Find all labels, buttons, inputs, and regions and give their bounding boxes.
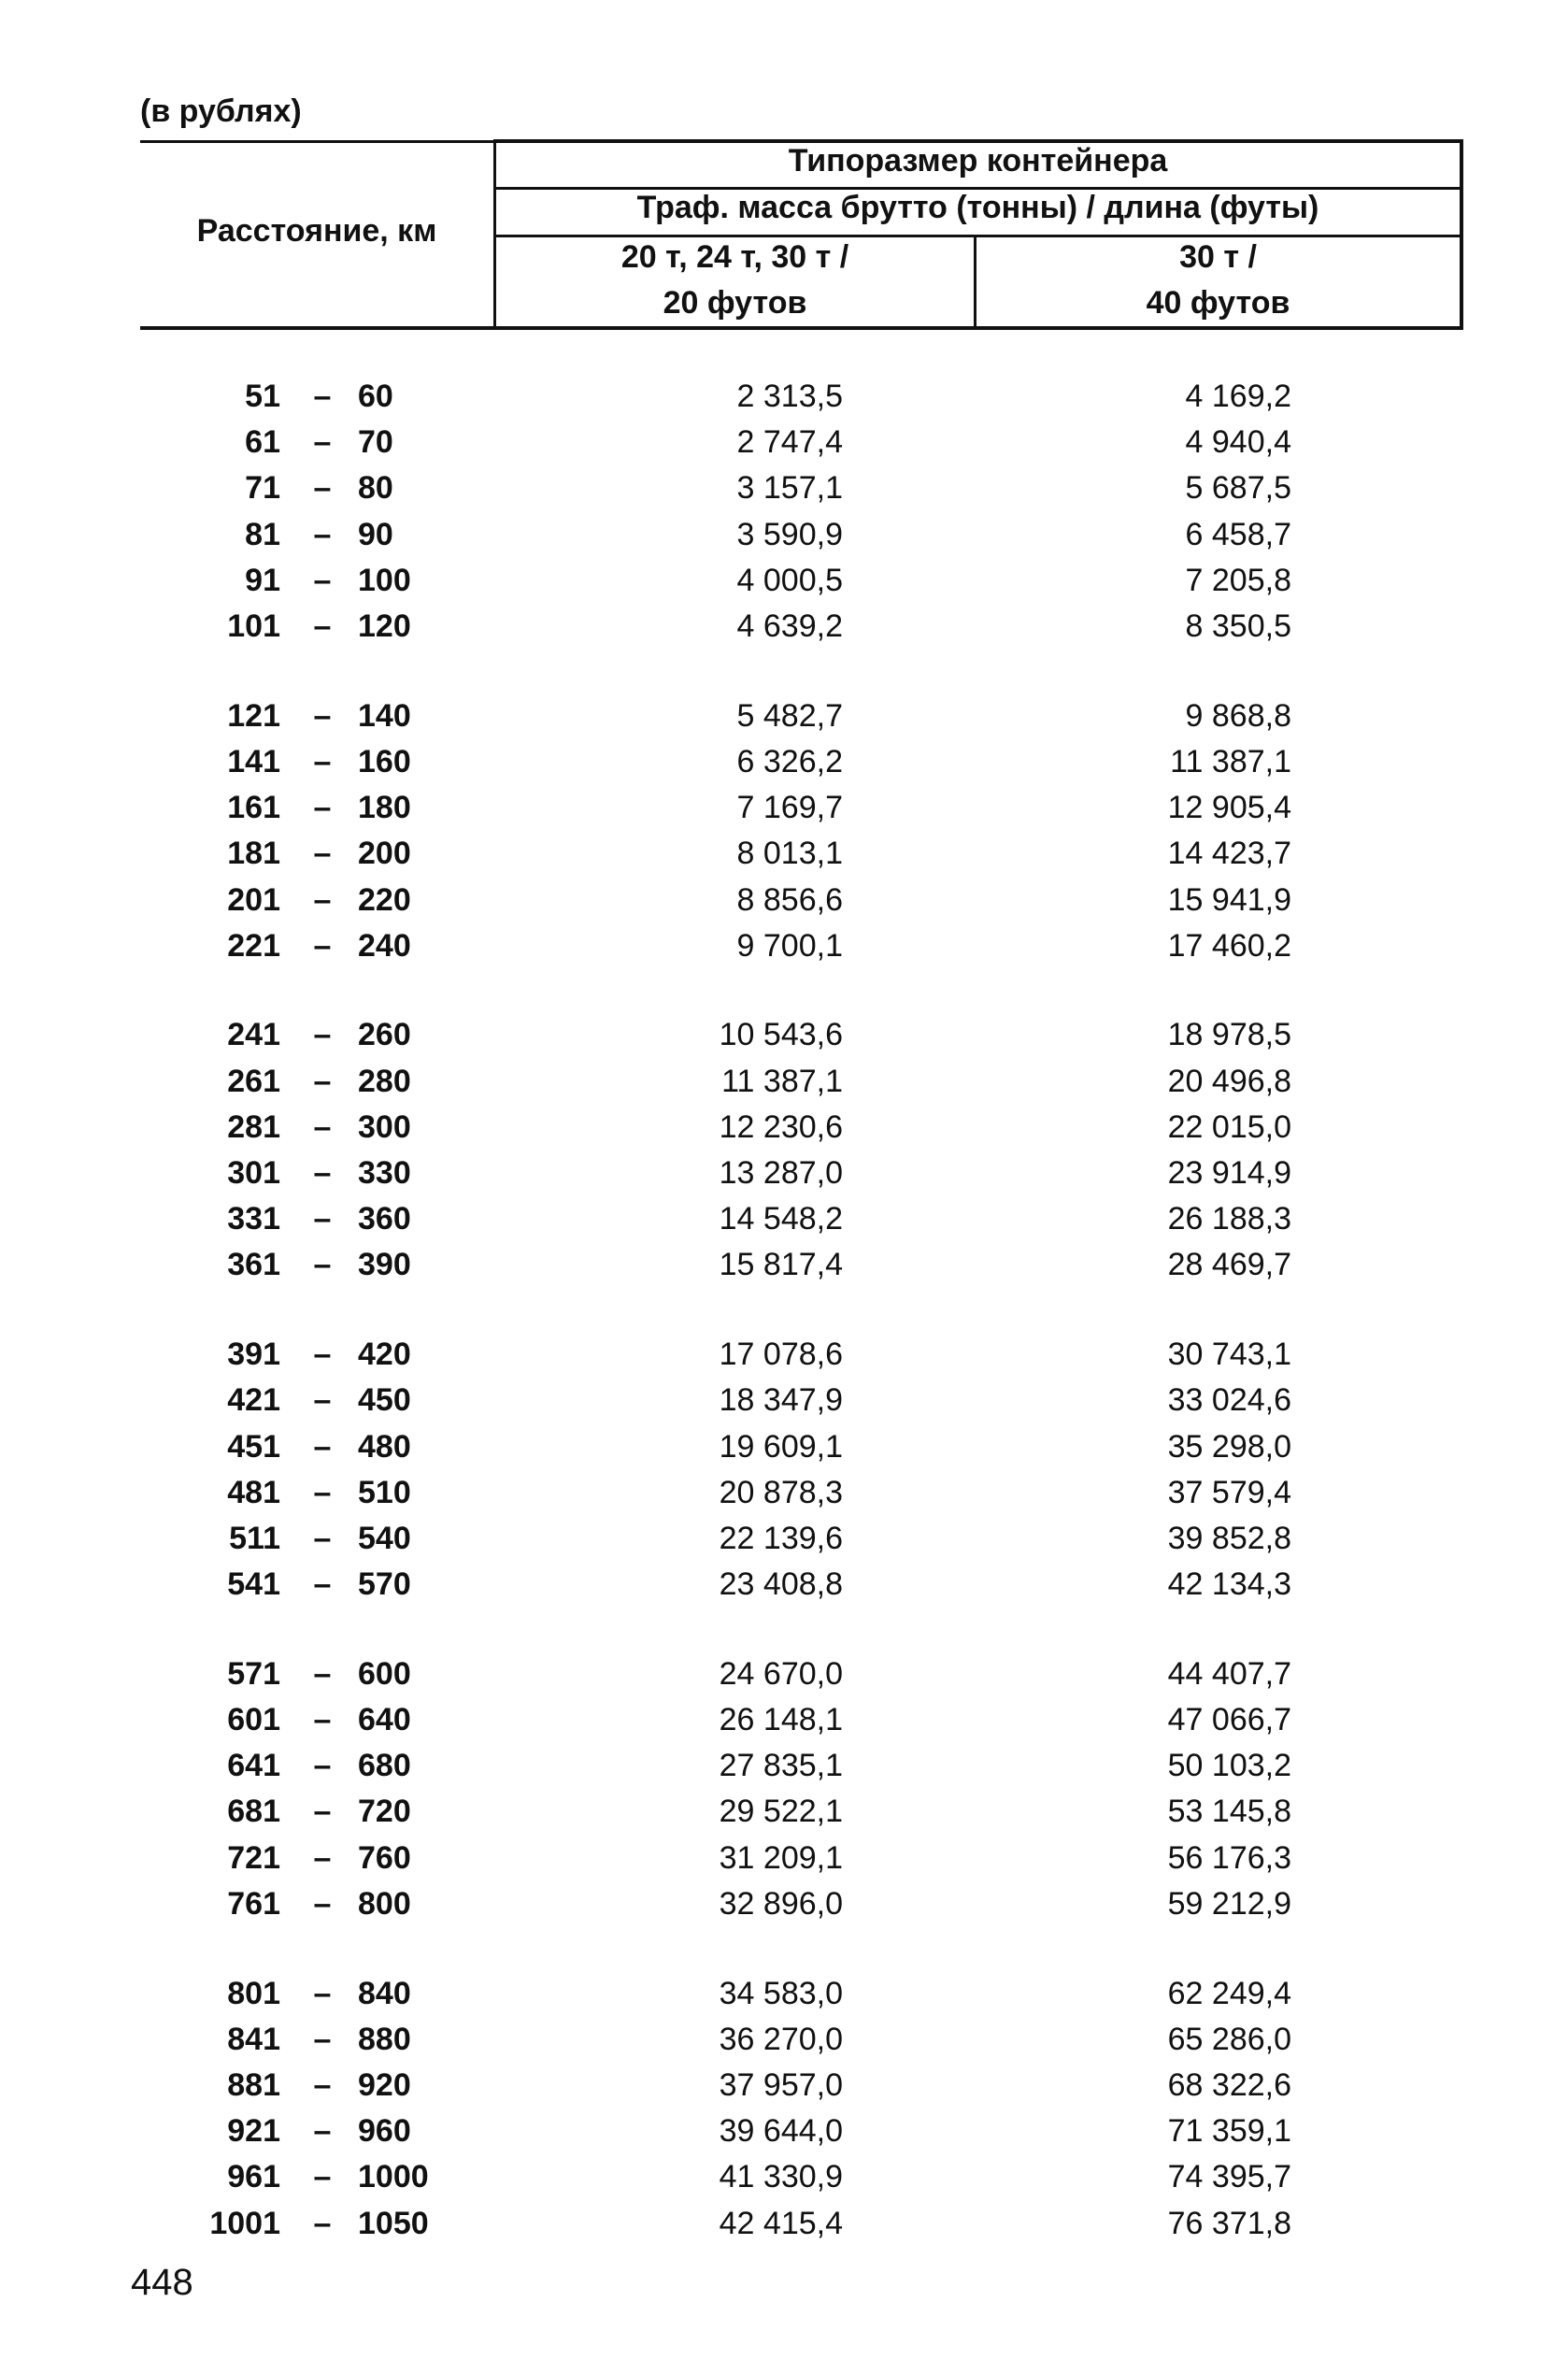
range-from: 281 [227,1108,280,1145]
range-from: 541 [227,1566,280,1603]
range-dash: – [313,1337,332,1373]
range-dash: – [313,697,332,734]
table-row [0,1424,1568,1470]
range-from: 81 [245,516,280,552]
tariff-20ft: 24 670,0 [719,1655,843,1692]
table-row [0,1697,1568,1743]
table-row [0,1470,1568,1516]
range-to: 570 [358,1566,411,1603]
table-row [0,1196,1568,1242]
range-dash: – [313,1655,332,1692]
table-row [0,1105,1568,1151]
range-from: 391 [227,1337,280,1373]
range-dash: – [313,790,332,826]
tariff-20ft: 41 330,9 [719,2159,843,2195]
tariff-40ft: 17 460,2 [1167,927,1291,964]
range-from: 681 [227,1794,280,1830]
range-dash: – [313,1201,332,1237]
tariff-40ft: 11 387,1 [1170,743,1291,779]
header-distance: Расстояние, км [196,213,437,249]
range-to: 1000 [358,2159,429,2195]
table-row [0,1789,1568,1835]
range-dash: – [313,1566,332,1603]
table-row [0,1332,1568,1378]
tariff-40ft: 7 205,8 [1185,562,1291,598]
table-row [0,1012,1568,1058]
range-to: 70 [358,424,393,461]
range-to: 90 [358,516,393,552]
tariff-20ft: 29 522,1 [719,1794,843,1830]
tariff-40ft: 39 852,8 [1167,1520,1291,1556]
range-to: 480 [358,1428,411,1465]
range-dash: – [313,1155,332,1191]
tariff-20ft: 10 543,6 [719,1017,843,1053]
tariff-20ft: 13 287,0 [719,1155,843,1191]
tariff-20ft: 19 609,1 [719,1428,843,1465]
table-row [0,1743,1568,1789]
range-to: 60 [358,379,393,414]
table-row [0,1151,1568,1196]
table-caption: (в рублях) [140,93,302,129]
tariff-40ft: 8 350,5 [1185,608,1291,644]
tariff-20ft: 42 415,4 [719,2205,843,2241]
tariff-20ft: 20 878,3 [719,1474,843,1510]
range-to: 260 [358,1017,411,1053]
range-dash: – [313,927,332,964]
tariff-20ft: 26 148,1 [719,1702,843,1737]
range-dash: – [313,1063,332,1099]
tariff-20ft: 4 639,2 [736,608,843,644]
tariff-40ft: 12 905,4 [1167,790,1291,826]
table-row [0,2109,1568,2154]
tariff-20ft: 27 835,1 [719,1748,843,1784]
tariff-20ft: 2 747,4 [736,424,843,461]
tariff-40ft: 22 015,0 [1167,1108,1291,1145]
tariff-40ft: 4 169,2 [1185,379,1291,414]
caption-underline [140,140,495,143]
range-to: 600 [358,1655,411,1692]
range-dash: – [313,743,332,779]
table-row [0,604,1568,650]
range-from: 181 [227,836,280,872]
range-to: 450 [358,1382,411,1419]
range-to: 200 [358,836,411,872]
range-to: 640 [358,1702,411,1737]
table-row [0,512,1568,558]
header-col2-line1: 30 т / [1179,239,1257,275]
tariff-20ft: 14 548,2 [719,1201,843,1237]
tariff-40ft: 18 978,5 [1167,1017,1291,1053]
tariff-20ft: 6 326,2 [736,743,843,779]
range-dash: – [313,881,332,918]
range-dash: – [313,1108,332,1145]
table-row [0,1971,1568,2017]
header-right-rule [1460,139,1463,330]
range-to: 840 [358,1975,411,2011]
tariff-40ft: 71 359,1 [1167,2113,1291,2150]
range-from: 51 [245,379,280,414]
table-row [0,420,1568,465]
range-to: 120 [358,608,411,644]
range-dash: – [313,2021,332,2057]
tariff-20ft: 22 139,6 [719,1520,843,1556]
tariff-40ft: 59 212,9 [1167,1885,1291,1922]
table-row [0,1059,1568,1105]
range-dash: – [313,1794,332,1830]
table-row [0,1836,1568,1881]
range-dash: – [313,562,332,598]
table-row [0,693,1568,739]
tariff-40ft: 15 941,9 [1167,881,1291,918]
tariff-40ft: 6 458,7 [1185,516,1291,552]
tariff-20ft: 7 169,7 [736,790,843,826]
table-row [0,1378,1568,1423]
tariff-20ft: 11 387,1 [721,1063,843,1099]
tariff-20ft: 8 013,1 [736,836,843,872]
range-to: 920 [358,2066,411,2103]
range-from: 481 [227,1474,280,1510]
tariff-40ft: 14 423,7 [1167,836,1291,872]
table-row [0,374,1568,420]
tariff-20ft: 3 590,9 [736,516,843,552]
tariff-40ft: 76 371,8 [1167,2205,1291,2241]
range-from: 161 [227,790,280,826]
range-from: 721 [227,1839,280,1876]
tariff-40ft: 9 868,8 [1185,697,1291,734]
range-from: 261 [227,1063,280,1099]
table-row [0,1516,1568,1562]
range-from: 511 [229,1520,280,1556]
tariff-20ft: 17 078,6 [719,1337,843,1373]
tariff-40ft: 56 176,3 [1167,1839,1291,1876]
header-container-size: Типоразмер контейнера [788,143,1168,179]
range-from: 301 [227,1155,280,1191]
range-to: 280 [358,1063,411,1099]
range-dash: – [313,2205,332,2241]
table-row [0,831,1568,877]
table-row [0,465,1568,511]
range-to: 760 [358,1839,411,1876]
tariff-40ft: 50 103,2 [1167,1748,1291,1784]
tariff-40ft: 74 395,7 [1167,2159,1291,2195]
tariff-20ft: 23 408,8 [719,1566,843,1603]
range-from: 61 [245,424,280,461]
range-dash: – [313,1520,332,1556]
range-from: 841 [227,2021,280,2057]
tariff-20ft: 34 583,0 [719,1975,843,2011]
range-dash: – [313,1382,332,1419]
tariff-20ft: 12 230,6 [719,1108,843,1145]
header-col1-line1: 20 т, 24 т, 30 т / [620,239,849,275]
range-dash: – [313,516,332,552]
range-from: 571 [227,1655,280,1692]
range-to: 540 [358,1520,411,1556]
table-row [0,1651,1568,1697]
header-bottom-rule [140,326,1463,330]
tariff-40ft: 33 024,6 [1167,1382,1291,1419]
range-from: 71 [245,470,280,507]
range-to: 330 [358,1155,411,1191]
tariff-20ft: 15 817,4 [719,1247,843,1283]
header-col1-line2: 20 футов [663,285,807,321]
range-from: 641 [227,1748,280,1784]
range-to: 360 [358,1201,411,1237]
tariff-40ft: 62 249,4 [1167,1975,1291,2011]
range-to: 420 [358,1337,411,1373]
table-row [0,2154,1568,2200]
tariff-20ft: 8 856,6 [736,881,843,918]
table-row [0,2063,1568,2109]
table-row [0,2017,1568,2063]
tariff-20ft: 2 313,5 [736,379,843,414]
range-to: 160 [358,743,411,779]
table-row [0,1881,1568,1927]
tariff-40ft: 47 066,7 [1167,1702,1291,1737]
tariff-20ft: 36 270,0 [719,2021,843,2057]
table-row [0,878,1568,923]
tariff-40ft: 37 579,4 [1167,1474,1291,1510]
range-dash: – [313,2066,332,2103]
range-dash: – [313,608,332,644]
range-from: 91 [245,562,280,598]
range-from: 201 [227,881,280,918]
range-dash: – [313,1428,332,1465]
range-from: 961 [227,2159,280,2195]
range-from: 421 [227,1382,280,1419]
tariff-40ft: 5 687,5 [1185,470,1291,507]
tariff-40ft: 4 940,4 [1185,424,1291,461]
range-to: 720 [358,1794,411,1830]
range-to: 680 [358,1748,411,1784]
table-row [0,1562,1568,1608]
range-from: 361 [227,1247,280,1283]
table-row [0,2201,1568,2247]
range-to: 80 [358,470,393,507]
tariff-40ft: 30 743,1 [1167,1337,1291,1373]
range-from: 921 [227,2113,280,2150]
table-row [0,785,1568,831]
range-dash: – [313,424,332,461]
range-to: 140 [358,697,411,734]
range-to: 960 [358,2113,411,2150]
tariff-40ft: 42 134,3 [1167,1566,1291,1603]
tariff-20ft: 37 957,0 [719,2066,843,2103]
range-to: 220 [358,881,411,918]
range-dash: – [313,836,332,872]
table-row [0,739,1568,785]
range-dash: – [313,1247,332,1283]
table-row [0,558,1568,604]
range-from: 141 [227,743,280,779]
range-from: 801 [227,1975,280,2011]
header-col2-line2: 40 футов [1146,285,1290,321]
range-to: 390 [358,1247,411,1283]
range-dash: – [313,2159,332,2195]
range-from: 881 [227,2066,280,2103]
range-dash: – [313,1975,332,2011]
tariff-20ft: 32 896,0 [719,1885,843,1922]
tariff-40ft: 53 145,8 [1167,1794,1291,1830]
range-from: 241 [227,1017,280,1053]
range-to: 100 [358,562,411,598]
page-number: 448 [131,2262,193,2303]
range-from: 451 [227,1428,280,1465]
range-dash: – [313,2113,332,2150]
tariff-40ft: 65 286,0 [1167,2021,1291,2057]
tariff-40ft: 44 407,7 [1167,1655,1291,1692]
range-from: 331 [227,1201,280,1237]
table-row [0,923,1568,969]
tariff-20ft: 4 000,5 [736,562,843,598]
range-to: 240 [358,927,411,964]
range-dash: – [313,470,332,507]
tariff-40ft: 68 322,6 [1167,2066,1291,2103]
range-from: 221 [227,927,280,964]
tariff-40ft: 23 914,9 [1167,1155,1291,1191]
tariff-20ft: 39 644,0 [719,2113,843,2150]
table-row [0,1242,1568,1288]
range-dash: – [313,1017,332,1053]
range-to: 880 [358,2021,411,2057]
range-from: 761 [227,1885,280,1922]
range-dash: – [313,1885,332,1922]
range-from: 101 [227,608,280,644]
range-from: 601 [227,1702,280,1737]
tariff-40ft: 26 188,3 [1167,1201,1291,1237]
range-to: 300 [358,1108,411,1145]
header-mass-length: Траф. масса брутто (тонны) / длина (футы) [636,190,1319,225]
range-dash: – [313,379,332,414]
range-from: 1001 [209,2205,280,2241]
range-from: 121 [227,697,280,734]
range-to: 180 [358,790,411,826]
tariff-20ft: 3 157,1 [736,470,843,507]
tariff-20ft: 5 482,7 [736,697,843,734]
range-to: 1050 [358,2205,429,2241]
header-mid-rule-2 [493,235,1463,237]
tariff-20ft: 18 347,9 [719,1382,843,1419]
range-to: 800 [358,1885,411,1922]
tariff-40ft: 28 469,7 [1167,1247,1291,1283]
tariff-20ft: 31 209,1 [719,1839,843,1876]
tariff-40ft: 20 496,8 [1167,1063,1291,1099]
range-dash: – [313,1474,332,1510]
range-dash: – [313,1702,332,1737]
tariff-40ft: 35 298,0 [1167,1428,1291,1465]
range-dash: – [313,1839,332,1876]
tariff-20ft: 9 700,1 [736,927,843,964]
range-dash: – [313,1748,332,1784]
range-to: 510 [358,1474,411,1510]
